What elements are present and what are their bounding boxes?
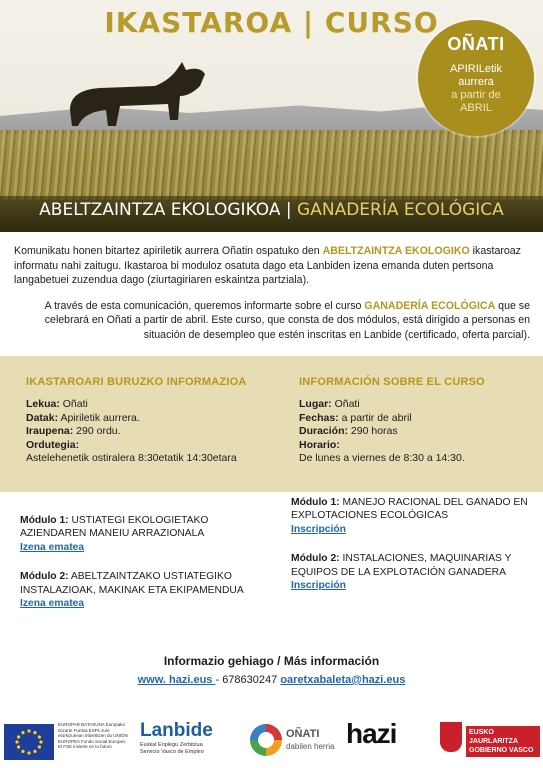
- intro-es-highlight: GANADERÍA ECOLÓGICA: [364, 299, 496, 312]
- eu-fund-text: EUROPAR BATASUNA Europako Gizarte Funtsa ESFk zure etorkizunean inbertitzen du UNIÓN EUROPEA Fondo Social Europeo El FSE invierte en tu futuro: [58, 722, 128, 750]
- info-es-schedule: De lunes a viernes de 8:30 a 14:30.: [299, 452, 465, 465]
- gv-line-es: GOBIERNO VASCO: [469, 747, 534, 754]
- info-eu-heading: IKASTAROARI BURUZKO INFORMAZIOA: [26, 376, 247, 388]
- module-label: Módulo 1:: [291, 497, 340, 508]
- module-item: [291, 496, 531, 536]
- info-label: Lekua:: [26, 398, 60, 411]
- module-label: Módulo 2:: [291, 553, 340, 565]
- info-es-heading: INFORMACIÓN SOBRE EL CURSO: [299, 376, 485, 388]
- info-eu-schedule-label: [26, 439, 276, 452]
- module-item: [20, 514, 275, 554]
- lanbide-logo: [140, 720, 220, 756]
- eu-flag-icon: [4, 724, 54, 760]
- lanbide-wordmark: Lanbide: [140, 720, 213, 741]
- modules-es: [291, 496, 531, 592]
- info-label: Fechas:: [299, 411, 339, 424]
- modules-eu: [20, 496, 275, 610]
- info-value: Oñati: [331, 398, 360, 411]
- pasture-field: [0, 130, 543, 200]
- badge-line-1: APIRILetik: [450, 63, 502, 75]
- intro-text: [14, 244, 530, 343]
- inscription-link[interactable]: Inscripción: [291, 580, 346, 592]
- info-value: 290 horas: [348, 425, 398, 438]
- module-name: MANEJO RACIONAL DEL GANADO EN EXPLOTACIONES ECOLÓGICAS: [291, 497, 528, 522]
- intro-eu-text: Komunikatu honen bitartez apiriletik aurrera Oñatin ospatuko den: [14, 245, 323, 257]
- info-eu: [26, 376, 276, 465]
- banner-es: GANADERÍA ECOLÓGICA: [297, 200, 504, 220]
- sponsor-logos: [0, 716, 543, 766]
- info-eu-schedule: Astelehenetik ostiralera 8:30etatik 14:30etara: [26, 452, 237, 465]
- module-item: [20, 570, 275, 610]
- module-item: [291, 552, 531, 592]
- website-link[interactable]: www. hazi.eus: [137, 674, 216, 686]
- hazi-wordmark: hazi: [346, 718, 397, 749]
- course-info-box: [0, 356, 543, 492]
- module-name: USTIATEGI EKOLOGIETAKO AZIENDAREN MANEIU ARRAZIONALA: [20, 515, 209, 540]
- location-badge: [418, 20, 534, 136]
- module-label: Módulo 2:: [20, 571, 69, 583]
- info-value: 290 ordu.: [73, 425, 121, 438]
- badge-line-4: ABRIL: [460, 102, 492, 114]
- register-link[interactable]: Izena ematea: [20, 541, 85, 553]
- intro-eu: [14, 244, 530, 288]
- intro-es-text: A través de esta comunicación, queremos informarte sobre el curso: [44, 299, 365, 312]
- onati-name: OÑATI: [286, 728, 320, 740]
- gobierno-vasco-text: [466, 726, 540, 757]
- module-label: Módulo 1:: [20, 515, 69, 526]
- register-link[interactable]: Izena ematea: [20, 598, 85, 610]
- intro-es-text-end: que se celebrará en Oñati a partir de abril. Este curso, que consta de dos módulos, está dirigido a personas en situación de desempleo que estén inscritas en Lanbide (certificado, oferta parcial).: [44, 299, 530, 341]
- info-eu-place: [26, 398, 276, 411]
- more-info-heading: Informazio gehiago / Más información: [163, 654, 380, 668]
- info-label: Iraupena:: [26, 425, 74, 438]
- badge-place: OÑATI: [447, 34, 505, 54]
- email-link[interactable]: oaretxabaleta@hazi.eus: [280, 674, 406, 686]
- contact-line: [0, 674, 543, 686]
- info-value: Apiriletik aurrera.: [58, 411, 140, 424]
- hazi-logo: [346, 718, 432, 750]
- intro-eu-text-end: ikastaroaz informatu nahi zaitugu. Ikastaroa bi moduloz osatuta dago eta Lanbiden izena emanda duten pertsona langabetuei zuzendua dago (ziurtagiriaren eskaintza partziala).: [14, 245, 521, 287]
- info-es-duration: [299, 425, 529, 438]
- badge-line-2: aurrera: [458, 76, 494, 88]
- banner-separator: |: [280, 200, 298, 220]
- module-name: INSTALACIONES, MAQUINARIAS Y EQUIPOS DE LA EXPLOTACIÓN GANADERA: [291, 553, 512, 578]
- info-es: [299, 376, 529, 465]
- intro-eu-highlight: ABELTZAINTZA EKOLOGIKO: [322, 245, 470, 257]
- info-es-schedule-label: [299, 439, 529, 452]
- page-title: IKASTAROA | CURSO: [104, 6, 439, 39]
- course-banner: [0, 200, 543, 220]
- info-label: Lugar:: [299, 398, 332, 411]
- info-label: Datak:: [26, 411, 59, 424]
- info-eu-dates: [26, 412, 276, 425]
- banner-eu: ABELTZAINTZA EKOLOGIKOA: [39, 200, 281, 220]
- badge-line-3: a partir de: [451, 89, 501, 101]
- info-label: Ordutegia:: [26, 438, 80, 451]
- intro-es: [14, 299, 530, 343]
- coat-of-arms-icon: [440, 722, 462, 752]
- info-label: Horario:: [299, 438, 340, 451]
- onati-ring-icon: [250, 724, 282, 756]
- inscription-link[interactable]: Inscripción: [291, 523, 346, 535]
- gv-line-eu: EUSKO JAURLARITZA: [469, 729, 518, 745]
- info-label: Duración:: [299, 425, 349, 438]
- lanbide-subtitle-eu: Euskal Enplegu Zerbitzua: [140, 742, 203, 748]
- info-value: Oñati: [59, 398, 88, 411]
- info-value: a partir de abril: [338, 411, 412, 424]
- phone-number: - 678630247: [215, 674, 281, 686]
- onati-tagline: dabilen herria: [286, 742, 335, 751]
- info-es-place: [299, 398, 529, 411]
- cow-silhouette: [60, 60, 210, 140]
- info-eu-duration: [26, 425, 276, 438]
- module-name: ABELTZAINTZAKO USTIATEGIKO INSTALAZIOAK, MAKINAK ETA EKIPAMENDUA: [20, 571, 244, 596]
- info-es-dates: [299, 412, 529, 425]
- lanbide-subtitle-es: Servicio Vasco de Empleo: [140, 749, 204, 755]
